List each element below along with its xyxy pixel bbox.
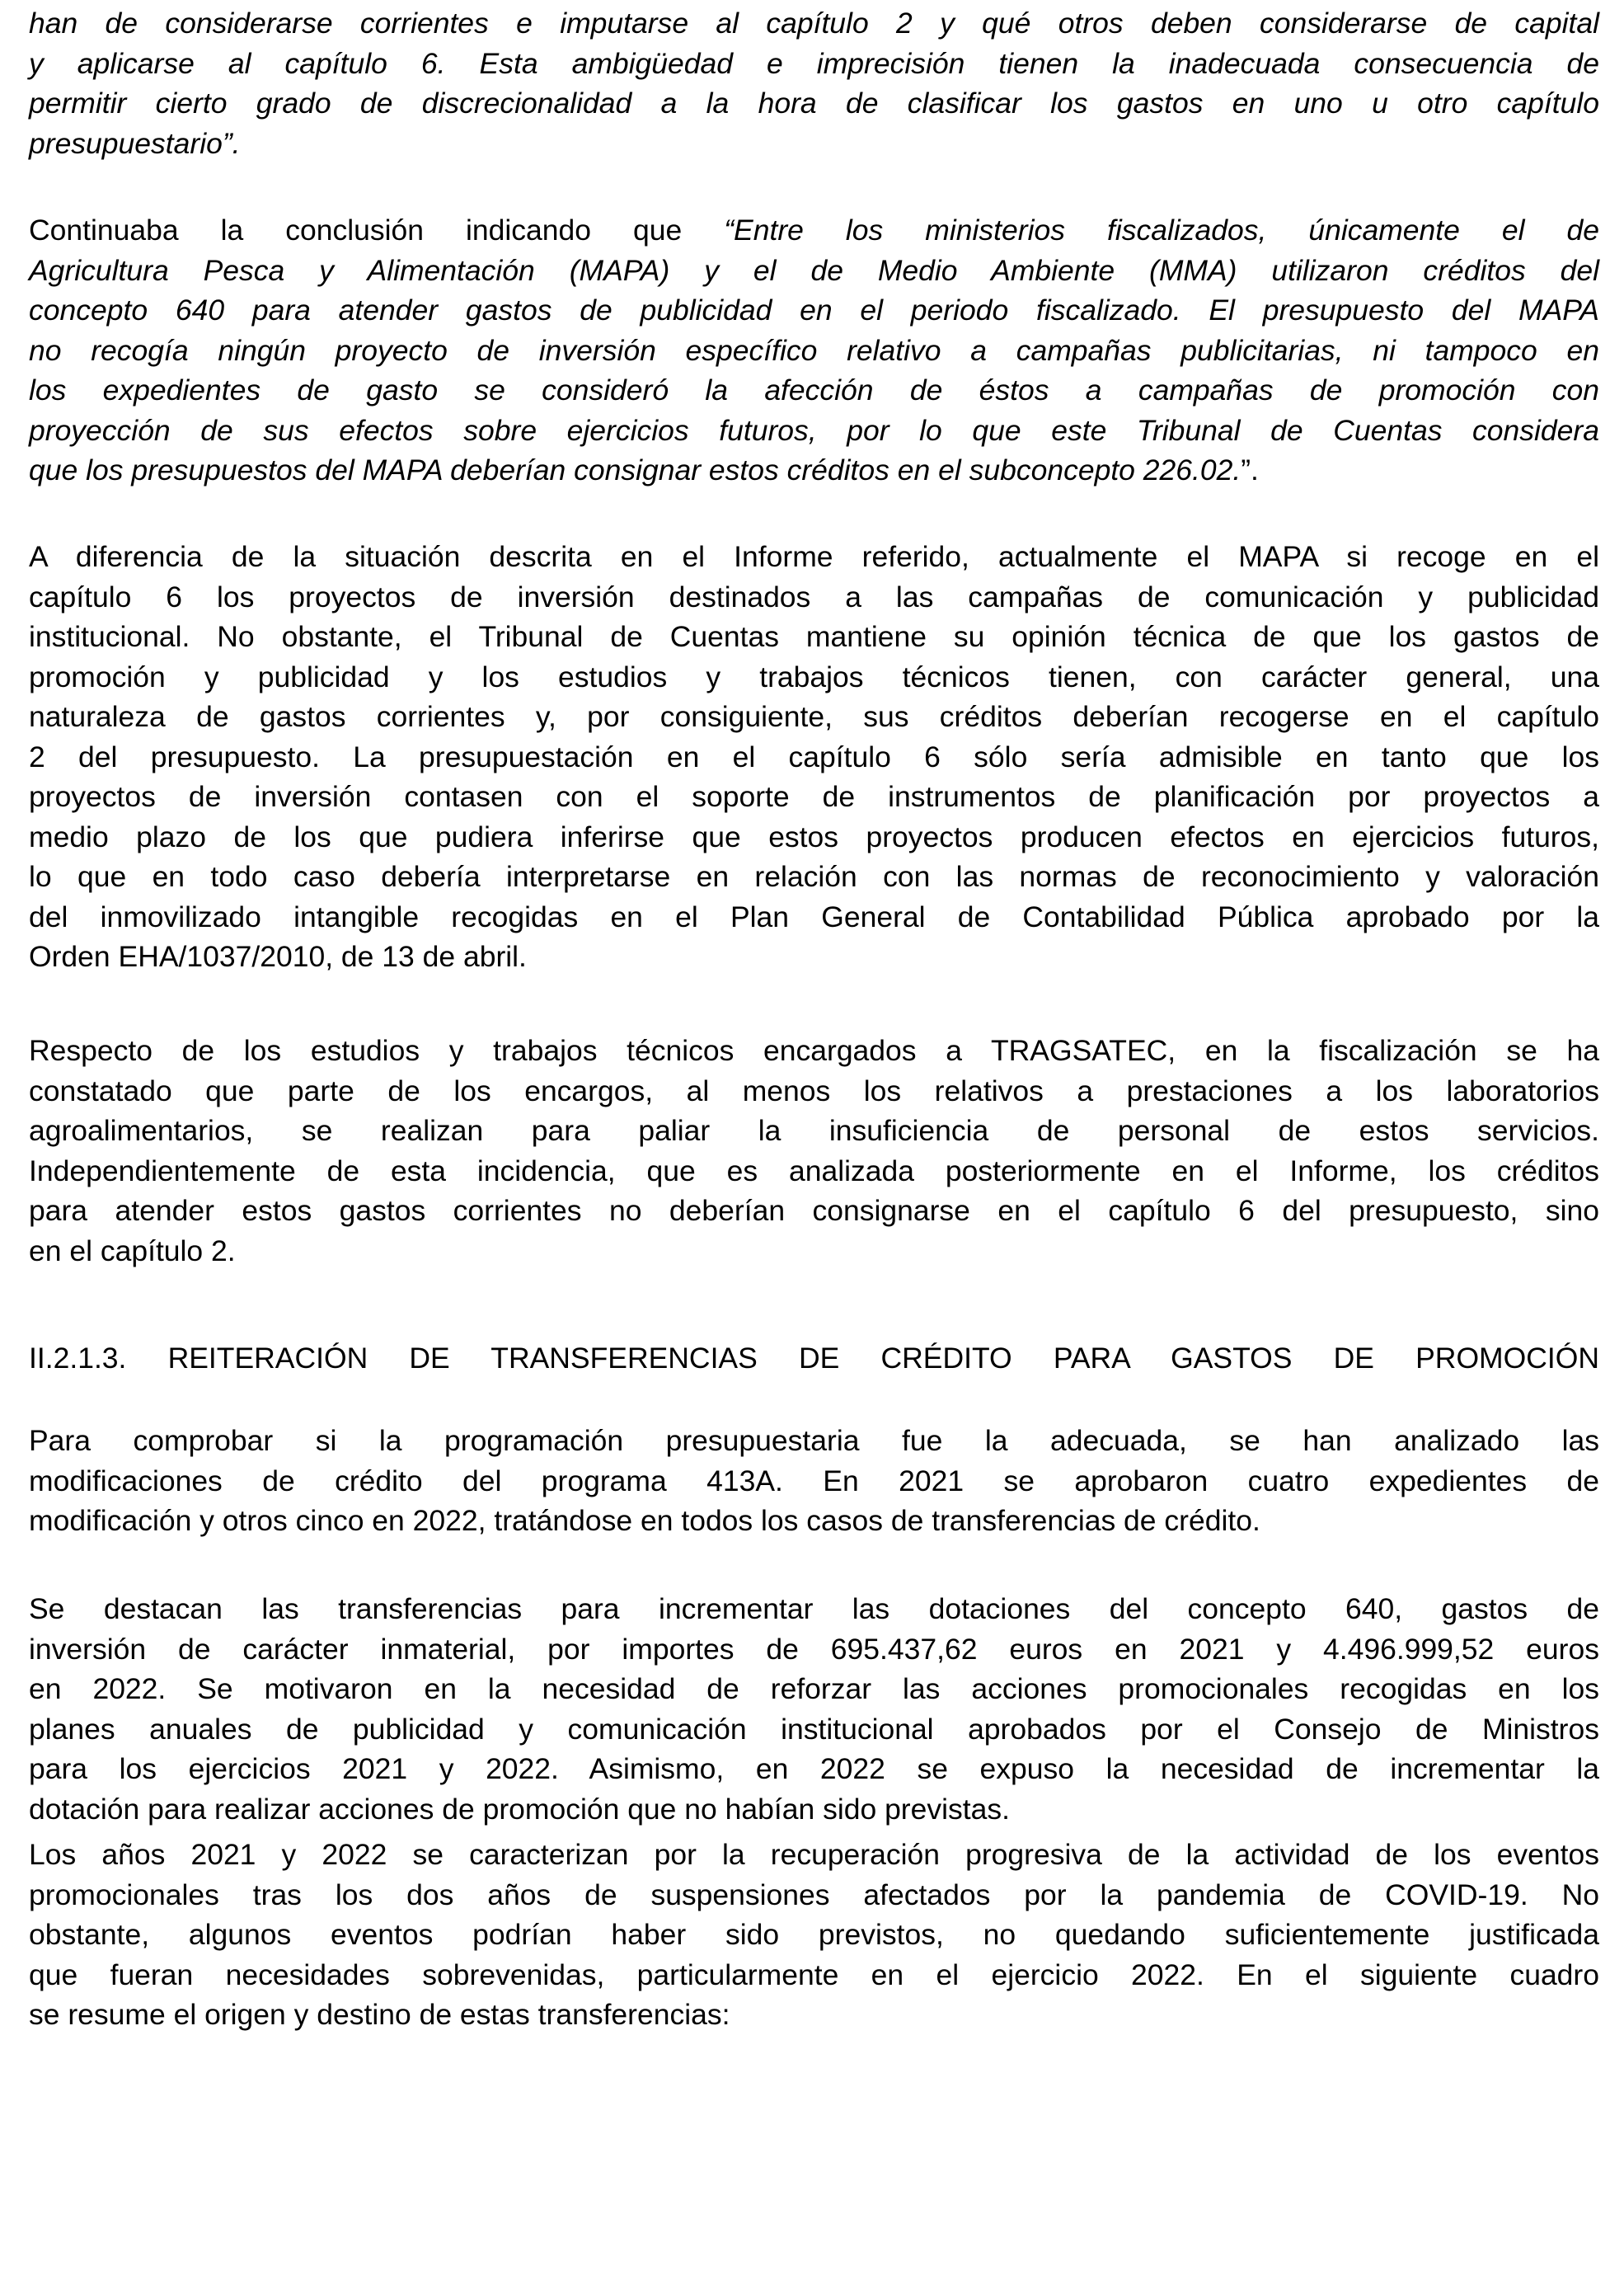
italic-quote-text: no recogía ningún proyecto de inversión específico relativo a campañas publicitarias, ni tampoco en	[29, 333, 1599, 367]
text-segment: dotación para realizar acciones de promoción que no habían sido previstas.	[29, 1792, 1010, 1826]
text-line	[29, 83, 1599, 124]
italic-quote-text: permitir cierto grado de discrecionalidad a la hora de clasificar los gastos en uno u otro capítulo	[29, 87, 1599, 120]
text-line	[29, 1709, 1599, 1750]
text-segment: Independientemente de esta incidencia, que es analizada posteriormente en el Informe, los créditos	[29, 1154, 1599, 1187]
text-segment: para los ejercicios 2021 y 2022. Asimismo, en 2022 se expuso la necesidad de incrementar la	[29, 1752, 1599, 1785]
text-line	[29, 1461, 1599, 1502]
text-segment: proyectos de inversión contasen con el soporte de instrumentos de planificación por proyectos a	[29, 780, 1599, 813]
text-line	[29, 777, 1599, 817]
text-segment: Los años 2021 y 2022 se caracterizan por la recuperación progresiva de la actividad de los eventos	[29, 1838, 1599, 1871]
italic-quote-text: concepto 640 para atender gastos de publicidad en el periodo fiscalizado. El presupuesto del MAPA	[29, 294, 1599, 327]
text-line	[29, 1071, 1599, 1112]
text-line	[29, 3, 1599, 44]
text-segment: agroalimentarios, se realizan para paliar la insuficiencia de personal de estos servicios.	[29, 1114, 1599, 1147]
text-line	[29, 290, 1599, 331]
italic-quote-text: Agricultura Pesca y Alimentación (MAPA) y el de Medio Ambiente (MMA) utilizaron créditos del	[29, 253, 1599, 287]
text-line	[29, 1231, 1599, 1271]
text-line	[29, 737, 1599, 778]
text-segment: institucional. No obstante, el Tribunal de Cuentas mantiene su opinión técnica de que los gastos de	[29, 620, 1599, 653]
text-line	[29, 1789, 1599, 1830]
text-line	[29, 1031, 1599, 1071]
text-line	[29, 124, 1599, 164]
text-segment: planes anuales de publicidad y comunicación institucional aprobados por el Consejo de Ministros	[29, 1712, 1599, 1746]
text-line	[29, 577, 1599, 618]
italic-quote-text: los expedientes de gasto se consideró la afección de éstos a campañas de promoción con	[29, 374, 1599, 407]
text-segment: lo que en todo caso debería interpretarse en relación con las normas de reconocimiento y valoración	[29, 860, 1599, 893]
text-line	[29, 251, 1599, 291]
text-line	[29, 1835, 1599, 1875]
text-line	[29, 657, 1599, 698]
italic-quote-text: han de considerarse corrientes e imputarse al capítulo 2 y qué otros deben considerarse de capital	[29, 7, 1599, 40]
text-segment: en el capítulo 2.	[29, 1234, 236, 1267]
text-line	[29, 1875, 1599, 1915]
text-line	[29, 1915, 1599, 1955]
text-segment: constatado que parte de los encargos, al menos los relativos a prestaciones a los laboratorios	[29, 1074, 1599, 1107]
paragraph	[29, 3, 1599, 163]
italic-quote-text: que los presupuestos del MAPA deberían consignar estos créditos en el subconcepto 226.02.	[29, 454, 1241, 486]
text-segment: Continuaba la conclusión indicando que	[29, 214, 725, 247]
text-line	[29, 370, 1599, 411]
section-heading	[29, 1338, 1599, 1379]
text-segment: medio plazo de los que pudiera inferirse que estos proyectos producen efectos en ejercicios futuros,	[29, 820, 1599, 853]
paragraph	[29, 1031, 1599, 1271]
italic-quote-text: presupuestario”.	[29, 126, 241, 160]
paragraph	[29, 1589, 1599, 1829]
text-line	[29, 1629, 1599, 1670]
text-segment: Orden EHA/1037/2010, de 13 de abril.	[29, 940, 527, 973]
text-line	[29, 697, 1599, 737]
text-segment: para atender estos gastos corrientes no deberían consignarse en el capítulo 6 del presupuesto, sino	[29, 1194, 1599, 1227]
text-line	[29, 1749, 1599, 1789]
text-line	[29, 44, 1599, 84]
text-segment: modificaciones de crédito del programa 413A. En 2021 se aprobaron cuatro expedientes de	[29, 1464, 1599, 1497]
text-segment: obstante, algunos eventos podrían haber sido previstos, no quedando suficientemente justificada	[29, 1918, 1599, 1951]
text-segment: ”.	[1241, 454, 1259, 486]
text-line	[29, 1955, 1599, 1995]
text-segment: II.2.1.3. REITERACIÓN DE TRANSFERENCIAS DE CRÉDITO PARA GASTOS DE PROMOCIÓN	[29, 1342, 1599, 1375]
text-line	[29, 1338, 1599, 1379]
text-line	[29, 1995, 1599, 2035]
text-line	[29, 1589, 1599, 1629]
text-segment: A diferencia de la situación descrita en el Informe referido, actualmente el MAPA si recoge en el	[29, 540, 1599, 573]
text-line	[29, 1421, 1599, 1461]
text-segment: del inmovilizado intangible recogidas en el Plan General de Contabilidad Pública aprobado por la	[29, 900, 1599, 933]
text-segment: Respecto de los estudios y trabajos técnicos encargados a TRAGSATEC, en la fiscalización se ha	[29, 1034, 1599, 1067]
text-line	[29, 1669, 1599, 1709]
text-line	[29, 1151, 1599, 1192]
text-line	[29, 857, 1599, 897]
text-segment: 2 del presupuesto. La presupuestación en el capítulo 6 sólo sería admisible en tanto que los	[29, 740, 1599, 773]
text-line	[29, 1191, 1599, 1231]
italic-quote-text: proyección de sus efectos sobre ejercicios futuros, por lo que este Tribunal de Cuentas considera	[29, 413, 1599, 447]
text-line	[29, 1501, 1599, 1541]
text-segment: promocionales tras los dos años de suspensiones afectados por la pandemia de COVID-19. No	[29, 1878, 1599, 1911]
text-segment: promoción y publicidad y los estudios y trabajos técnicos tienen, con carácter general, una	[29, 660, 1599, 693]
text-segment: capítulo 6 los proyectos de inversión destinados a las campañas de comunicación y publicidad	[29, 580, 1599, 613]
text-line	[29, 817, 1599, 858]
text-line	[29, 210, 1599, 251]
paragraph	[29, 210, 1599, 491]
text-line	[29, 937, 1599, 977]
text-segment: Para comprobar si la programación presupuestaria fue la adecuada, se han analizado las	[29, 1424, 1599, 1457]
text-line	[29, 450, 1599, 491]
text-segment: modificación y otros cinco en 2022, tratándose en todos los casos de transferencias de crédito.	[29, 1504, 1260, 1537]
paragraph	[29, 1421, 1599, 1541]
paragraph	[29, 1835, 1599, 2035]
text-line	[29, 1111, 1599, 1151]
text-segment: Se destacan las transferencias para incrementar las dotaciones del concepto 640, gastos de	[29, 1592, 1599, 1625]
text-line	[29, 331, 1599, 371]
text-line	[29, 411, 1599, 451]
paragraph	[29, 537, 1599, 977]
text-segment: se resume el origen y destino de estas transferencias:	[29, 1998, 730, 2031]
text-segment: inversión de carácter inmaterial, por importes de 695.437,62 euros en 2021 y 4.496.999,52 euros	[29, 1632, 1599, 1666]
italic-quote-text: “Entre los ministerios fiscalizados, únicamente el de	[724, 214, 1600, 247]
text-line	[29, 537, 1599, 577]
text-segment: que fueran necesidades sobrevenidas, particularmente en el ejercicio 2022. En el siguiente cuadro	[29, 1958, 1599, 1991]
text-segment: naturaleza de gastos corrientes y, por consiguiente, sus créditos deberían recogerse en el capítulo	[29, 700, 1599, 733]
text-segment: en 2022. Se motivaron en la necesidad de reforzar las acciones promocionales recogidas en los	[29, 1672, 1599, 1705]
text-line	[29, 897, 1599, 938]
italic-quote-text: y aplicarse al capítulo 6. Esta ambigüedad e imprecisión tienen la inadecuada consecuencia de	[29, 46, 1599, 80]
text-line	[29, 617, 1599, 657]
